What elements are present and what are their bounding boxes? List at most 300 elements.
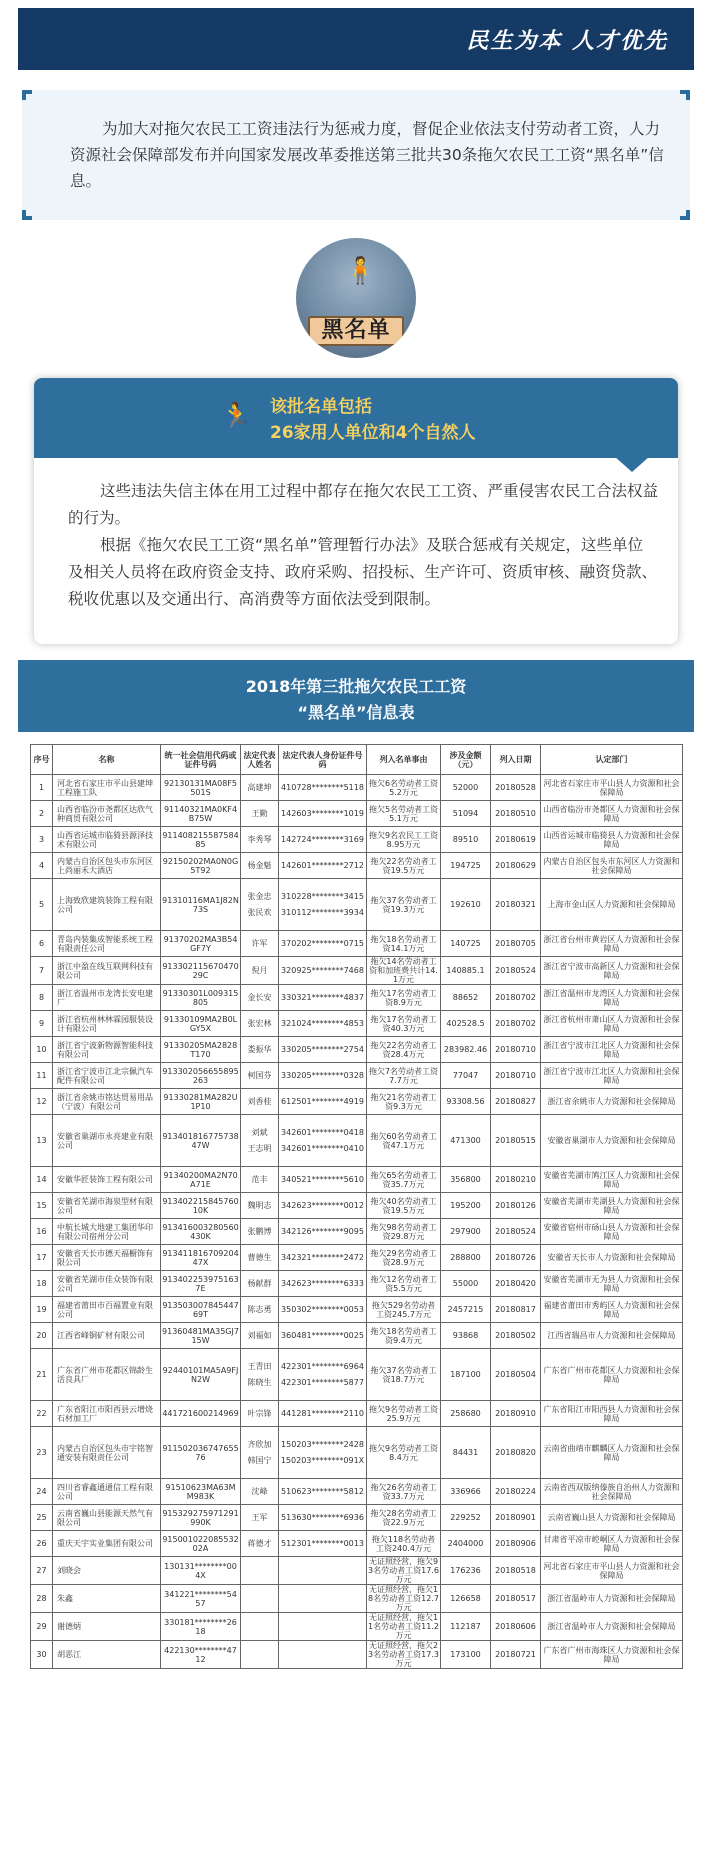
amount: 258680 [441, 1401, 491, 1427]
table-row [31, 775, 683, 801]
row-number: 5 [31, 879, 53, 931]
representative-id: 330321********4837 [281, 992, 364, 1002]
entity-name: 浙江省温州市龙湾长安电建厂 [53, 985, 161, 1011]
listing-reason: 拖欠65名劳动者工资35.7万元 [367, 1167, 441, 1193]
listing-date: 20180726 [491, 1245, 541, 1271]
row-number: 12 [31, 1089, 53, 1115]
row-number: 6 [31, 931, 53, 957]
representative-id: 342623********0012 [281, 1200, 364, 1210]
listing-date: 20180629 [491, 853, 541, 879]
row-number: 23 [31, 1427, 53, 1479]
representative-id-cell [279, 827, 367, 853]
row-number: 13 [31, 1115, 53, 1167]
representative-id-cell [279, 1167, 367, 1193]
listing-date: 20180721 [491, 1641, 541, 1669]
listing-reason: 无证照经营，拖欠23名劳动者工资17.3万元 [368, 1641, 439, 1668]
row-number: 29 [31, 1613, 53, 1641]
row-number: 20 [31, 1323, 53, 1349]
legal-representative-cell [241, 853, 279, 879]
listing-date: 20180906 [491, 1531, 541, 1557]
row-number: 17 [31, 1245, 53, 1271]
listing-date: 20180710 [491, 1063, 541, 1089]
representative-id: 150203********2428 [281, 1439, 364, 1449]
legal-representative: 王军 [251, 1512, 268, 1522]
amount: 194725 [441, 853, 491, 879]
credit-code: 91330205MA2828T170 [161, 1037, 241, 1063]
entity-name: 山西省运城市临猗县源泽技术有限公司 [53, 827, 161, 853]
issuing-department: 浙江省余姚市人力资源和社会保障局 [541, 1089, 683, 1115]
credit-code: 915329275971291990K [161, 1505, 241, 1531]
table-row [31, 1427, 683, 1479]
representative-id-cell [279, 957, 367, 985]
table-row [31, 1585, 683, 1613]
table-row [31, 1531, 683, 1557]
amount: 88652 [441, 985, 491, 1011]
representative-id-cell [279, 1505, 367, 1531]
row-number: 28 [31, 1585, 53, 1613]
legal-representative-cell [241, 1479, 279, 1505]
intro-box [22, 90, 690, 220]
representative-id-cell [279, 931, 367, 957]
credit-code: 130131********004X [161, 1557, 241, 1585]
legal-representative: 张鹏博 [247, 1226, 272, 1236]
representative-id-cell [279, 775, 367, 801]
credit-code: 91510623MA63MM983K [161, 1479, 241, 1505]
row-number: 21 [31, 1349, 53, 1401]
row-number: 30 [31, 1641, 53, 1669]
entity-name: 内蒙古自治区包头市东河区上尚丽禾大酒店 [53, 853, 161, 879]
credit-code: 91340221584576010K [161, 1193, 241, 1219]
row-number: 22 [31, 1401, 53, 1427]
legal-representative: 金长安 [247, 992, 272, 1002]
legal-representative: 娄振华 [247, 1044, 272, 1054]
amount: 173100 [441, 1641, 491, 1669]
entity-name: 浙江省宁波市江北宗佩汽车配件有限公司 [53, 1063, 161, 1089]
legal-representative-cell [241, 1401, 279, 1427]
representative-id: 342601********0418 [281, 1127, 364, 1137]
listing-reason: 拖欠529名劳动者工资245.7万元 [367, 1297, 441, 1323]
issuing-department: 上海市金山区人力资源和社会保障局 [541, 879, 683, 931]
table-title-line-2: “黑名单”信息表 [297, 703, 415, 722]
legal-representative-cell [241, 1297, 279, 1323]
representative-id: 342601********0410 [281, 1143, 364, 1153]
entity-name: 广东省广州市花都区锦龄生活良具厂 [53, 1349, 161, 1401]
amount: 402528.5 [441, 1011, 491, 1037]
credit-code: 341221********5457 [161, 1585, 241, 1613]
col-header-code: 统一社会信用代码或证件号码 [161, 745, 241, 775]
listing-reason: 拖欠17名劳动者工资40.3万元 [367, 1011, 441, 1037]
issuing-department: 浙江省杭州市萧山区人力资源和社会保障局 [541, 1011, 683, 1037]
representative-id-cell [279, 1063, 367, 1089]
listing-reason: 拖欠17名劳动者工资8.9万元 [367, 985, 441, 1011]
credit-code: 91340200MA2N70A71E [161, 1167, 241, 1193]
listing-date: 20180827 [491, 1089, 541, 1115]
listing-reason: 拖欠118名劳动者工资240.4万元 [367, 1531, 441, 1557]
listing-reason: 拖欠98名劳动者工资29.8万元 [367, 1219, 441, 1245]
legal-representative: 韩国宁 [247, 1455, 272, 1465]
listing-reason: 拖欠37名劳动者工资19.3万元 [367, 879, 441, 931]
representative-id: 350302********0053 [281, 1304, 364, 1314]
representative-id: 512301********0013 [281, 1538, 364, 1548]
entity-name: 安徽省芜湖市佳众装饰有限公司 [53, 1271, 161, 1297]
credit-code: 913302056655895263 [161, 1063, 241, 1089]
issuing-department: 安徽省天长市人力资源和社会保障局 [541, 1245, 683, 1271]
listing-date: 20180321 [491, 879, 541, 931]
amount: 195200 [441, 1193, 491, 1219]
entity-name: 云南省巍山县能源天然气有限公司 [53, 1505, 161, 1531]
legal-representative: 王青田 [247, 1361, 272, 1371]
corner-decoration [680, 210, 690, 220]
amount: 55000 [441, 1271, 491, 1297]
representative-id: 342126********9095 [281, 1226, 364, 1236]
credit-code: 91360481MA35GJ715W [161, 1323, 241, 1349]
credit-code: 91370202MA3B54GF7Y [161, 931, 241, 957]
table-row [31, 801, 683, 827]
table-row [31, 1271, 683, 1297]
row-number: 26 [31, 1531, 53, 1557]
representative-id: 142601********2712 [281, 860, 364, 870]
listing-reason: 拖欠18名劳动者工资14.1万元 [367, 931, 441, 957]
listing-reason: 无证照经营，拖欠11名劳动者工资11.2万元 [368, 1613, 439, 1640]
entity-name: 谢德炳 [53, 1613, 161, 1641]
listing-reason: 拖欠9名劳动者工资25.9万元 [367, 1401, 441, 1427]
row-number: 15 [31, 1193, 53, 1219]
legal-representative-cell [241, 985, 279, 1011]
listing-date: 20180606 [491, 1613, 541, 1641]
listing-date: 20180524 [491, 957, 541, 985]
representative-id: 422301********5877 [281, 1377, 364, 1387]
table-row [31, 1115, 683, 1167]
amount: 51094 [441, 801, 491, 827]
summary-card [34, 378, 678, 644]
listing-date: 20180705 [491, 931, 541, 957]
col-header-id: 法定代表人身份证件号码 [279, 745, 367, 775]
representative-id-cell [279, 1089, 367, 1115]
entity-name: 安徽省天长市德天福橱饰有限公司 [53, 1245, 161, 1271]
credit-code: 913416003280560430K [161, 1219, 241, 1245]
row-number: 25 [31, 1505, 53, 1531]
table-row [31, 879, 683, 931]
legal-representative: 范丰 [251, 1174, 268, 1184]
listing-date: 20180702 [491, 985, 541, 1011]
credit-code: 91310116MA1J82N73S [161, 879, 241, 931]
representative-id-cell [279, 801, 367, 827]
representative-id-cell [279, 1115, 367, 1167]
legal-representative-cell [241, 775, 279, 801]
listing-date: 20180910 [491, 1401, 541, 1427]
amount: 356800 [441, 1167, 491, 1193]
amount: 52000 [441, 775, 491, 801]
representative-id-cell [279, 1349, 367, 1401]
representative-id-cell [279, 1219, 367, 1245]
blacklist-sign: 黑名单 [308, 316, 404, 346]
table-row [31, 827, 683, 853]
issuing-department: 浙江省宁波市江北区人力资源和社会保障局 [541, 1037, 683, 1063]
listing-reason: 拖欠22名劳动者工资19.5万元 [367, 853, 441, 879]
legal-representative-cell [241, 1167, 279, 1193]
legal-representative: 陈志勇 [247, 1304, 272, 1314]
col-header-reason: 列入名单事由 [367, 745, 441, 775]
legal-representative-cell [241, 1037, 279, 1063]
credit-code: 91140821558758485 [161, 827, 241, 853]
legal-representative: 张金忠 [247, 891, 272, 901]
listing-reason: 拖欠6名劳动者工资5.2万元 [367, 775, 441, 801]
representative-id: 142603********1019 [281, 808, 364, 818]
issuing-department: 山西省临汾市尧都区人力资源和社会保障局 [541, 801, 683, 827]
amount: 2457215 [441, 1297, 491, 1323]
representative-id-cell [279, 1271, 367, 1297]
issuing-department: 广东省广州市海珠区人力资源和社会保障局 [541, 1641, 683, 1669]
amount: 229252 [441, 1505, 491, 1531]
amount: 89510 [441, 827, 491, 853]
listing-date: 20180510 [491, 801, 541, 827]
table-header-row [31, 745, 683, 775]
table-row [31, 1297, 683, 1323]
legal-representative: 张宏林 [247, 1018, 272, 1028]
legal-representative-cell [241, 1613, 279, 1641]
listing-date: 20180517 [491, 1585, 541, 1613]
listing-date: 20180504 [491, 1349, 541, 1401]
representative-id: 340521********5610 [281, 1174, 364, 1184]
legal-representative-cell [241, 801, 279, 827]
issuing-department: 安徽省芜湖市芜湖县人力资源和社会保障局 [541, 1193, 683, 1219]
representative-id-cell [279, 985, 367, 1011]
representative-id-cell [279, 1401, 367, 1427]
issuing-department: 浙江省宁波市高新区人力资源和社会保障局 [541, 957, 683, 985]
representative-id-cell [279, 1641, 367, 1669]
representative-id: 142724********3169 [281, 834, 364, 844]
entity-name: 浙江省余姚市铭达贸易用品（宁波）有限公司 [53, 1089, 161, 1115]
legal-representative: 曹德生 [247, 1252, 272, 1262]
legal-representative: 杨金魁 [247, 860, 272, 870]
listing-reason: 拖欠18名劳动者工资9.4万元 [367, 1323, 441, 1349]
issuing-department: 江西省瑞昌市人力资源和社会保障局 [541, 1323, 683, 1349]
listing-date: 20180224 [491, 1479, 541, 1505]
issuing-department: 云南省西双版纳傣族自治州人力资源和社会保障局 [541, 1479, 683, 1505]
col-header-rep: 法定代表人姓名 [241, 745, 279, 775]
listing-date: 20180820 [491, 1427, 541, 1479]
amount: 140885.1 [441, 957, 491, 985]
table-row [31, 1193, 683, 1219]
credit-code: 91350300784544769T [161, 1297, 241, 1323]
listing-reason: 拖欠37名劳动者工资18.7万元 [367, 1349, 441, 1401]
issuing-department: 山西省运城市临猗县人力资源和社会保障局 [541, 827, 683, 853]
speech-notch [614, 456, 650, 472]
table-row [31, 1089, 683, 1115]
legal-representative: 李秀琴 [247, 834, 272, 844]
listing-reason: 拖欠28名劳动者工资22.9万元 [367, 1505, 441, 1531]
table-row [31, 1557, 683, 1585]
listing-date: 20180518 [491, 1557, 541, 1585]
representative-id: 330205********0328 [281, 1070, 364, 1080]
issuing-department: 浙江省宁波市江北区人力资源和社会保障局 [541, 1063, 683, 1089]
legal-representative: 齐欣加 [247, 1439, 272, 1449]
issuing-department: 安徽省宿州市砀山县人力资源和社会保障局 [541, 1219, 683, 1245]
representative-id-cell [279, 1297, 367, 1323]
credit-code: 91340181677573847W [161, 1115, 241, 1167]
issuing-department: 浙江省温岭市人力资源和社会保障局 [541, 1613, 683, 1641]
entity-name: 刘晓会 [53, 1557, 161, 1585]
credit-code: 91330109MA2B0LGY5X [161, 1011, 241, 1037]
row-number: 9 [31, 1011, 53, 1037]
entity-name: 浙江中盈在线互联网科技有限公司 [53, 957, 161, 985]
amount: 77047 [441, 1063, 491, 1089]
table-row [31, 1401, 683, 1427]
entity-name: 上海致欣建筑装饰工程有限公司 [53, 879, 161, 931]
table-title-line-1: 2018年第三批拖欠农民工工资 [245, 677, 467, 696]
blacklist-illustration [296, 238, 416, 358]
legal-representative: 高建坤 [247, 782, 272, 792]
legal-representative-cell [241, 827, 279, 853]
legal-representative-cell [241, 1531, 279, 1557]
listing-date: 20180210 [491, 1167, 541, 1193]
legal-representative: 柯国芬 [247, 1070, 272, 1080]
amount: 2404000 [441, 1531, 491, 1557]
table-row [31, 1063, 683, 1089]
listing-date: 20180619 [491, 827, 541, 853]
entity-name: 江西省峰铜矿材有限公司 [53, 1323, 161, 1349]
legal-representative: 许军 [251, 938, 268, 948]
entity-name: 安徽省芜湖市海泉型材有限公司 [53, 1193, 161, 1219]
listing-reason: 拖欠12名劳动者工资5.5万元 [367, 1271, 441, 1297]
legal-representative-cell [241, 1063, 279, 1089]
table-row [31, 853, 683, 879]
legal-representative-cell [241, 1089, 279, 1115]
representative-id: 513630********6936 [281, 1512, 364, 1522]
legal-representative-cell [241, 1219, 279, 1245]
amount: 176236 [441, 1557, 491, 1585]
legal-representative-cell [241, 1427, 279, 1479]
representative-id-cell [279, 1479, 367, 1505]
issuing-department: 安徽省芜湖市鸠江区人力资源和社会保障局 [541, 1167, 683, 1193]
entity-name: 胡恶江 [53, 1641, 161, 1669]
amount: 336966 [441, 1479, 491, 1505]
listing-date: 20180901 [491, 1505, 541, 1531]
credit-code: 91330281MA282U1P10 [161, 1089, 241, 1115]
summary-body [68, 478, 658, 613]
legal-representative: 叶宗锋 [247, 1408, 272, 1418]
row-number: 18 [31, 1271, 53, 1297]
corner-decoration [680, 90, 690, 100]
legal-representative: 张民欢 [247, 907, 272, 917]
listing-reason: 无证照经营，拖欠18名劳动者工资12.7万元 [368, 1585, 439, 1612]
entity-name: 山西省临汾市尧都区达欣气种商贸有限公司 [53, 801, 161, 827]
legal-representative: 陈晓生 [247, 1377, 272, 1387]
entity-name: 内蒙古自治区包头市宇铭智通安装有限责任公司 [53, 1427, 161, 1479]
issuing-department: 河北省石家庄市平山县人力资源和社会保障局 [541, 1557, 683, 1585]
amount: 288800 [441, 1245, 491, 1271]
amount: 93868 [441, 1323, 491, 1349]
table-row [31, 1219, 683, 1245]
representative-id-cell [279, 879, 367, 931]
legal-representative: 王勤 [251, 808, 268, 818]
listing-date: 20180126 [491, 1193, 541, 1219]
col-header-date: 列入日期 [491, 745, 541, 775]
credit-code: 91330301L009315805 [161, 985, 241, 1011]
legal-representative-cell [241, 931, 279, 957]
row-number: 1 [31, 775, 53, 801]
summary-line-1: 该批名单包括 [270, 397, 372, 417]
summary-paragraph-2: 根据《拖欠农民工工资“黑名单”管理暂行办法》及联合惩戒有关规定，这些单位及相关人员将在政府资金支持、政府采购、招投标、生产许可、资质审核、融资贷款、税收优惠以及交通出行、高消费等方面依法受到限制。 [68, 536, 658, 608]
credit-code: 91341181670920447X [161, 1245, 241, 1271]
amount: 140725 [441, 931, 491, 957]
table-row [31, 1641, 683, 1669]
issuing-department: 甘肃省平凉市崆峒区人力资源和社会保障局 [541, 1531, 683, 1557]
listing-date: 20180817 [491, 1297, 541, 1323]
listing-reason: 拖欠60名劳动者工资47.1万元 [367, 1115, 441, 1167]
issuing-department: 云南省巍山县人力资源和社会保障局 [541, 1505, 683, 1531]
representative-id-cell [279, 1557, 367, 1585]
representative-id: 410728********5118 [281, 782, 364, 792]
row-number: 11 [31, 1063, 53, 1089]
col-header-amount: 涉及金额（元） [441, 745, 491, 775]
table-row [31, 1323, 683, 1349]
issuing-department: 河北省石家庄市平山县人力资源和社会保障局 [541, 775, 683, 801]
blacklist-table [30, 744, 683, 1669]
listing-date: 20180528 [491, 775, 541, 801]
entity-name: 安徽华匠装饰工程有限公司 [53, 1167, 161, 1193]
legal-representative: 刘福如 [247, 1330, 272, 1340]
representative-id: 612501********4919 [281, 1096, 364, 1106]
legal-representative: 倪月 [251, 965, 268, 975]
representative-id-cell [279, 1323, 367, 1349]
issuing-department: 福建省莆田市秀屿区人力资源和社会保障局 [541, 1297, 683, 1323]
representative-id-cell [279, 1531, 367, 1557]
listing-reason: 拖欠22名劳动者工资28.4万元 [367, 1037, 441, 1063]
legal-representative: 刘香桂 [247, 1096, 272, 1106]
table-row [31, 1037, 683, 1063]
credit-code: 92440101MA5A9FJN2W [161, 1349, 241, 1401]
representative-id: 310228********3415 [281, 891, 364, 901]
legal-representative: 杨献群 [247, 1278, 272, 1288]
representative-id: 360481********0025 [281, 1330, 364, 1340]
representative-id: 150203********091X [280, 1455, 365, 1465]
listing-date: 20180710 [491, 1037, 541, 1063]
issuing-department: 安徽省芜湖市无为县人力资源和社会保障局 [541, 1271, 683, 1297]
slogan: 民生为本 人才优先 [466, 28, 668, 54]
credit-code: 92130131MA08F5501S [161, 775, 241, 801]
listing-date: 20180524 [491, 1219, 541, 1245]
representative-id: 441281********2110 [281, 1408, 364, 1418]
col-header-name: 名称 [53, 745, 161, 775]
table-row [31, 957, 683, 985]
entity-name: 广东省阳江市阳西县云增烧石材加工厂 [53, 1401, 161, 1427]
table-row [31, 931, 683, 957]
entity-name: 福建省莆田市百福置业有限公司 [53, 1297, 161, 1323]
legal-representative-cell [241, 1585, 279, 1613]
summary-line-2: 26家用人单位和4个自然人 [270, 423, 476, 443]
summary-paragraph-1: 这些违法失信主体在用工过程中都存在拖欠农民工工资、严重侵害农民工合法权益的行为。 [68, 482, 659, 527]
table-row [31, 1505, 683, 1531]
legal-representative-cell [241, 1011, 279, 1037]
listing-reason: 拖欠9名农民工工资8.95万元 [367, 827, 441, 853]
table-row [31, 1011, 683, 1037]
representative-id-cell [279, 1613, 367, 1641]
row-number: 4 [31, 853, 53, 879]
listing-reason: 拖欠21名劳动者工资9.3万元 [367, 1089, 441, 1115]
summary-card-header [34, 378, 678, 458]
table-row [31, 1479, 683, 1505]
listing-date: 20180702 [491, 1011, 541, 1037]
entity-name: 安徽省巢湖市永亮建业有限公司 [53, 1115, 161, 1167]
listing-date: 20180515 [491, 1115, 541, 1167]
corner-decoration [22, 210, 32, 220]
running-person-icon: 🏃 [220, 402, 253, 432]
listing-date: 20180502 [491, 1323, 541, 1349]
legal-representative-cell [241, 1323, 279, 1349]
table-body [31, 775, 683, 1669]
legal-representative-cell [241, 1245, 279, 1271]
